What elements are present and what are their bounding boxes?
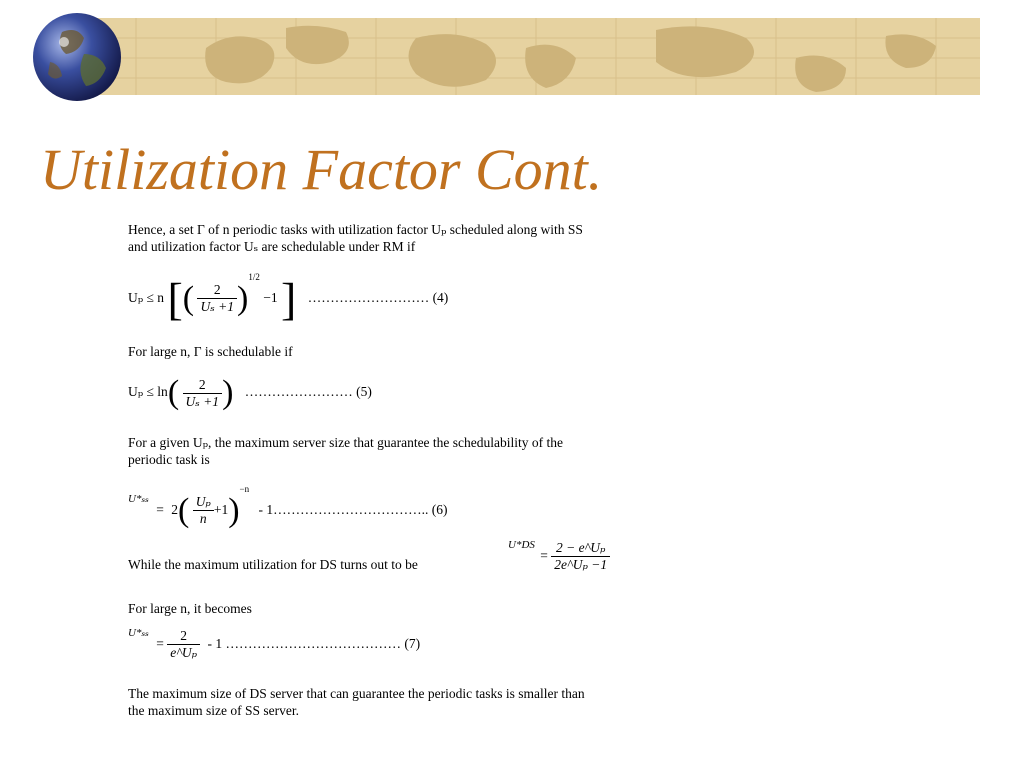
- eq6-fraction: [193, 494, 214, 527]
- eq5-dots: …………………… (5): [244, 384, 372, 400]
- slide-title: Utilization Factor Cont.: [40, 137, 603, 202]
- eq6-equals: =: [156, 502, 164, 517]
- eq5-numerator: 2: [183, 377, 223, 394]
- eq5-denominator: Uₛ +1: [185, 393, 220, 409]
- eq5-fraction: [183, 377, 223, 410]
- equation-ds: [508, 540, 610, 573]
- eq6-lhs: U*ₛₛ: [128, 493, 149, 505]
- equation-7: [128, 628, 420, 661]
- eq6-coefficient: 2: [171, 502, 178, 517]
- server-size-line-2: periodic task is: [128, 452, 210, 467]
- eq4-denominator: Uₛ +1: [200, 299, 235, 315]
- eq6-plus: +1: [213, 502, 229, 517]
- intro-line-1: Hence, a set Γ of n periodic tasks with utilization factor Uₚ scheduled along with SS: [128, 222, 583, 237]
- eq6-numerator: Uₚ: [193, 494, 214, 511]
- eq6-dots: - 1…………………………….. (6): [258, 502, 448, 517]
- eqds-equals: =: [540, 547, 548, 563]
- world-map-banner: [96, 18, 980, 95]
- eq4-exponent: 1/2: [248, 272, 260, 282]
- ds-utilization-text: While the maximum utilization for DS turns out to be: [128, 557, 418, 572]
- equation-4: Uₚ ≤ n [( $\frac{2}{\text{Uₛ +1}}$ )$^{1/2}$ −1 ] ……………………… (4): [128, 272, 449, 325]
- eq4-fraction: [197, 282, 237, 315]
- conclusion-line-2: the maximum size of SS server.: [128, 703, 299, 718]
- eq4-dots: ……………………… (4): [307, 290, 449, 305]
- eq7-denominator: e^Uₚ: [170, 645, 198, 660]
- eq5-lhs: Uₚ ≤ ln: [128, 384, 168, 400]
- eqds-denominator: 2e^Uₚ −1: [554, 557, 608, 572]
- eq6-exponent: −n: [239, 484, 250, 494]
- conclusion-line-1: The maximum size of DS server that can guarantee the periodic tasks is smaller than: [128, 686, 585, 701]
- eqds-lhs: U*DS: [508, 538, 535, 551]
- eq6-denominator: n: [199, 511, 207, 527]
- large-n-becomes-text: For large n, it becomes: [128, 601, 252, 616]
- server-size-line-1: For a given Uₚ, the maximum server size that guarantee the schedulability of the: [128, 435, 564, 450]
- equation-6: $^{U*_{ss}}$ = 2( $\frac{\text{Uₚ}}{n}$ +1)$^{-n}$ - 1…………………………….. (6): [128, 484, 448, 529]
- globe-icon: [32, 12, 122, 102]
- eq4-tail: −1: [263, 290, 278, 305]
- eq7-dots: - 1 ………………………………… (7): [207, 635, 421, 651]
- equation-5: Uₚ ≤ ln( $\frac{2}{\text{Uₛ +1}}$ ) …………………… (5): [128, 374, 372, 411]
- eq4-numerator: 2: [197, 282, 237, 299]
- eqds-fraction: [551, 540, 610, 573]
- eq7-fraction: [167, 628, 200, 661]
- eq7-equals: =: [156, 635, 164, 651]
- large-n-text: For large n, Γ is schedulable if: [128, 344, 293, 359]
- intro-line-2: and utilization factor Uₛ are schedulable under RM if: [128, 239, 416, 254]
- eq7-lhs: U*ₛₛ: [128, 626, 149, 639]
- eqds-numerator: 2 − e^Uₚ: [551, 540, 610, 557]
- eq4-lhs: Uₚ ≤ n: [128, 290, 165, 305]
- eq7-numerator: 2: [167, 628, 200, 645]
